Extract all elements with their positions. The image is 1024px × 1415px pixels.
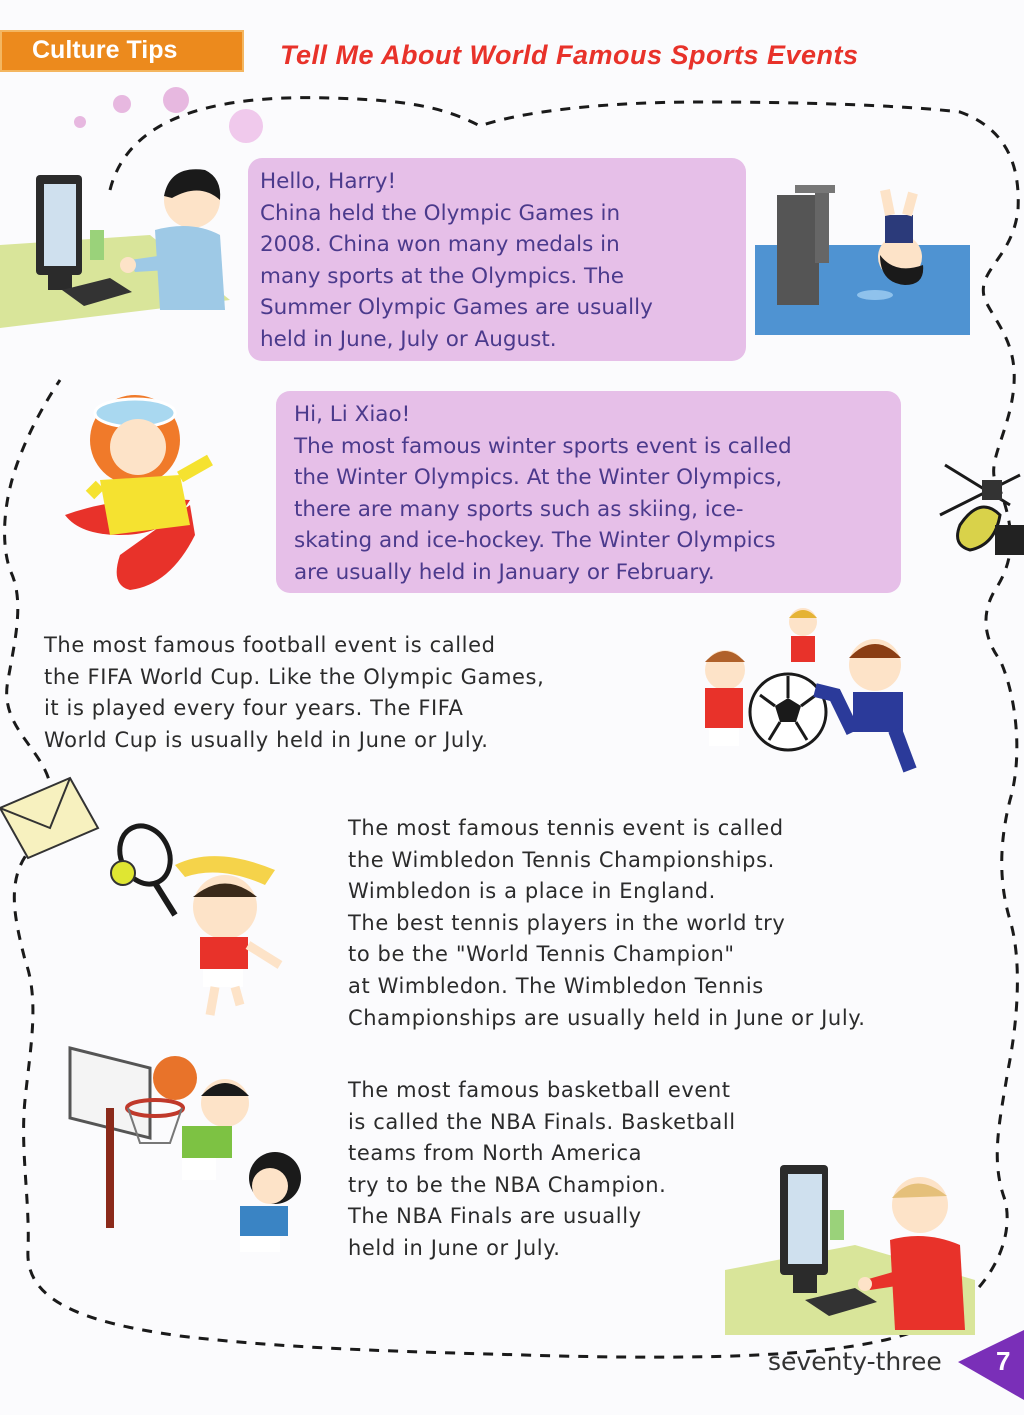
text-line: Championships are usually held in June or July. <box>348 1005 866 1030</box>
bubble-line: the Winter Olympics. At the Winter Olympics, <box>294 465 783 491</box>
text-line: it is played every four years. The FIFA <box>44 696 464 721</box>
diver-illustration <box>755 185 975 335</box>
bubble-line: skating and ice-hockey. The Winter Olympics <box>294 528 776 554</box>
text-line: try to be the NBA Champion. <box>348 1172 667 1197</box>
bubble-line: 2008. China won many medals in <box>260 232 620 258</box>
text-line: is called the NBA Finals. Basketball <box>348 1109 736 1134</box>
tennis-paragraph <box>348 813 866 1034</box>
bubble-line: China held the Olympic Games in <box>260 200 621 226</box>
text-line: The best tennis players in the world try <box>348 910 786 935</box>
speech-bubble-harry <box>276 391 901 593</box>
page-title: Tell Me About World Famous Sports Events <box>280 40 859 70</box>
tennis-player-illustration <box>105 815 290 1020</box>
text-line: World Cup is usually held in June or July. <box>44 727 489 752</box>
snowboarder-illustration <box>60 385 225 595</box>
page-number: 7 <box>996 1346 1011 1376</box>
bubble-line: held in June, July or August. <box>260 326 557 352</box>
envelope-icon <box>0 778 100 860</box>
text-line: The most famous basketball event <box>348 1078 731 1102</box>
bubble-line: The most famous winter sports event is called <box>294 433 792 459</box>
page-number-badge <box>958 1330 1024 1400</box>
text-line: the Wimbledon Tennis Championships. <box>348 847 775 872</box>
basketball-paragraph <box>348 1075 736 1265</box>
bubble-line: Hello, Harry! <box>260 169 397 194</box>
text-line: at Wimbledon. The Wimbledon Tennis <box>348 973 764 998</box>
football-paragraph <box>44 630 544 756</box>
speech-bubble-li-xiao <box>248 158 746 361</box>
text-line: the FIFA World Cup. Like the Olympic Games, <box>44 664 545 689</box>
football-players-illustration <box>685 600 935 785</box>
text-line: held in June or July. <box>348 1235 561 1260</box>
bubble-line: are usually held in January or February. <box>294 559 715 585</box>
text-line: The NBA Finals are usually <box>348 1204 642 1229</box>
text-line: to be the "World Tennis Champion" <box>348 942 735 967</box>
boy-computer-illustration <box>0 160 240 330</box>
text-line: Wimbledon is a place in England. <box>348 879 716 904</box>
bubble-line: there are many sports such as skiing, ice- <box>294 496 744 522</box>
section-tag: Culture Tips <box>0 30 244 72</box>
basketball-players-illustration <box>70 1048 320 1268</box>
bubble-line: many sports at the Olympics. The <box>260 263 625 289</box>
bubble-line: Summer Olympic Games are usually <box>260 295 653 321</box>
airplane-icon <box>940 445 1024 565</box>
page-number-words: seventy-three <box>768 1347 942 1376</box>
boy-computer-illustration-2 <box>725 1160 975 1335</box>
bubble-line: Hi, Li Xiao! <box>294 402 411 427</box>
text-line: The most famous tennis event is called <box>348 816 784 840</box>
text-line: teams from North America <box>348 1141 643 1166</box>
text-line: The most famous football event is called <box>44 633 496 657</box>
